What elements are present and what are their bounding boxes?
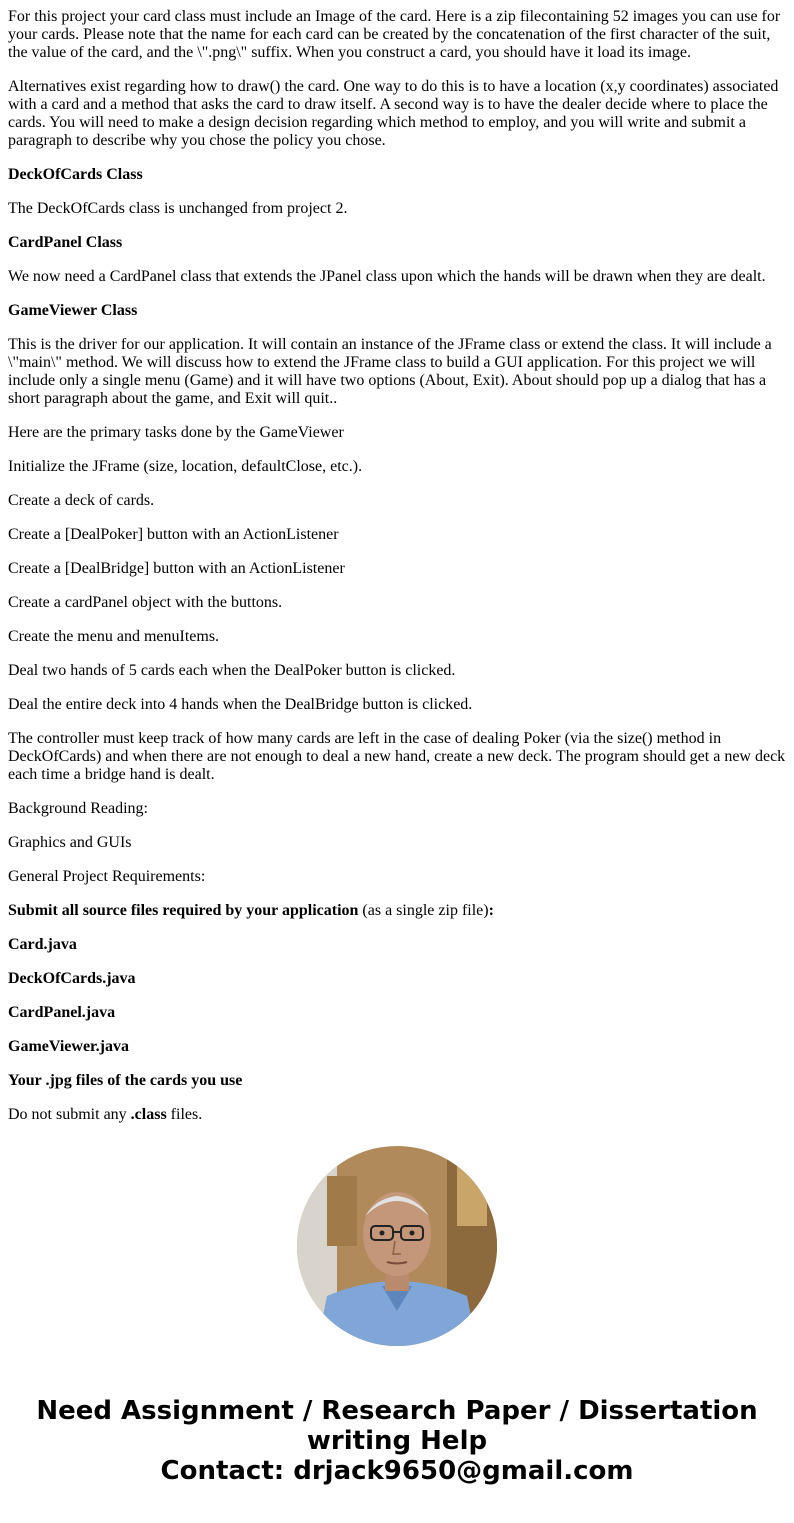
paragraph: Deal the entire deck into 4 hands when the DealBridge button is clicked. [8, 696, 473, 713]
promo-line-help: Need Assignment / Research Paper / Dissertation writing Help [36, 1396, 758, 1456]
paragraph: Initialize the JFrame (size, location, defaultClose, etc.). [8, 458, 363, 475]
paragraph: Background Reading: [8, 800, 148, 817]
file-item-card: Card.java [8, 936, 77, 953]
class-note [8, 1106, 786, 1124]
submit-normal: (as a single zip file) [358, 902, 489, 919]
promo-banner [0, 1396, 794, 1486]
paragraph: We now need a CardPanel class that extends the JPanel class upon which the hands will be drawn when they are dealt. [8, 268, 766, 285]
section-heading: GameViewer Class [8, 302, 138, 319]
paragraph: For this project your card class must include an Image of the card. Here is a zip filecontaining 52 images you can use for your cards. Please note that the name for each card can be created by the concatenation of the first character of the suit, the value of the card, and the \".png\" suffix. When you construct a card, you should have it load its image. [8, 8, 781, 61]
author-avatar [297, 1146, 497, 1346]
paragraph: This is the driver for our application. It will contain an instance of the JFrame class or extend the class. It will include a \"main\" method. We will discuss how to extend the JFrame class to build a GUI application. For this project we will include only a single menu (Game) and it will have two options (About, Exit). About should pop up a dialog that has a short paragraph about the game, and Exit will quit.. [8, 336, 772, 407]
paragraph-list [8, 8, 786, 886]
submit-bold: Submit all source files required by your application [8, 902, 359, 919]
paragraph: Alternatives exist regarding how to draw() the card. One way to do this is to have a location (x,y coordinates) associated with a card and a method that asks the card to draw itself. A second way is to have the dealer decide where to place the cards. You will need to make a design decision regarding which method to employ, and you will write and submit a paragraph to describe why you chose the policy you chose. [8, 78, 779, 149]
promo-line-contact: Contact: drjack9650@gmail.com [160, 1456, 634, 1486]
paragraph: Create a deck of cards. [8, 492, 155, 509]
paragraph: Create a [DealPoker] button with an ActionListener [8, 526, 339, 543]
paragraph: The controller must keep track of how many cards are left in the case of dealing Poker (via the size() method in DeckOfCards) and when there are not enough to deal a new hand, create a new deck. The program should get a new deck each time a bridge hand is dealt. [8, 730, 786, 783]
paragraph: Create a cardPanel object with the buttons. [8, 594, 283, 611]
paragraph: General Project Requirements: [8, 868, 206, 885]
paragraph: Graphics and GUIs [8, 834, 132, 851]
class-note-before: Do not submit any [8, 1106, 131, 1123]
paragraph: Deal two hands of 5 cards each when the DealPoker button is clicked. [8, 662, 456, 679]
submit-requirement [8, 902, 786, 920]
paragraph: The DeckOfCards class is unchanged from project 2. [8, 200, 348, 217]
class-note-after: files. [166, 1106, 203, 1123]
paragraph: Create a [DealBridge] button with an ActionListener [8, 560, 345, 577]
file-item-deck: DeckOfCards.java [8, 970, 136, 987]
paragraph: Create the menu and menuItems. [8, 628, 220, 645]
submit-colon: : [488, 902, 494, 919]
paragraph: Here are the primary tasks done by the GameViewer [8, 424, 344, 441]
file-item-cardpanel: CardPanel.java [8, 1004, 116, 1021]
file-item-jpg: Your .jpg files of the cards you use [8, 1072, 243, 1089]
class-note-bold: .class [130, 1106, 167, 1123]
section-heading: CardPanel Class [8, 234, 123, 251]
file-item-gameviewer: GameViewer.java [8, 1038, 129, 1055]
section-heading: DeckOfCards Class [8, 166, 143, 183]
avatar-container [0, 1146, 794, 1346]
avatar-portrait-icon [297, 1146, 497, 1346]
